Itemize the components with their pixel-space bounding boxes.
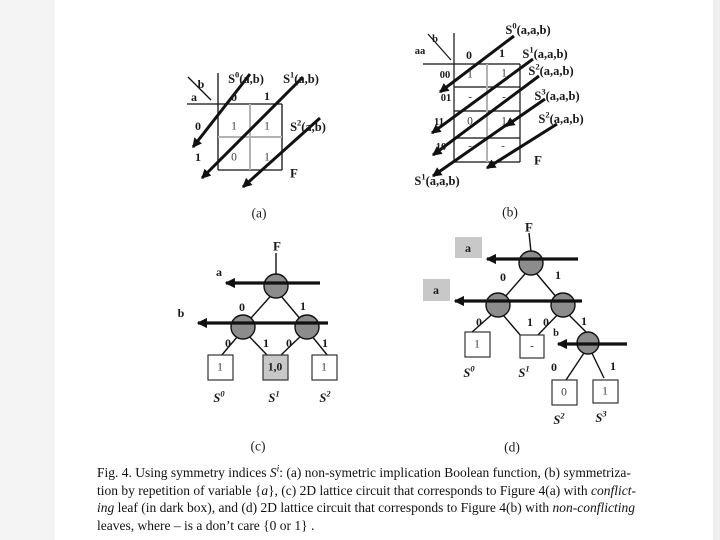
subfigure-caption-a: (a) bbox=[251, 205, 267, 221]
kmap-a-s1-label: $S^1(a,b)$ bbox=[283, 69, 319, 86]
lattice-d-s3-label: $S^3$ bbox=[595, 408, 607, 425]
leaf-value-s0: 1 bbox=[474, 338, 480, 351]
lattice-c-s1-label: $S^1$ bbox=[268, 388, 280, 405]
figure-caption-line-2 bbox=[97, 482, 709, 500]
kmap-b-cell-10-0: - bbox=[468, 140, 472, 153]
caption-emphasis: conflict- bbox=[590, 482, 636, 498]
kmap-a-cell-10: 0 bbox=[231, 151, 237, 164]
caption-superscript-i: i bbox=[276, 464, 280, 475]
lattice-d-s2-label: $S^2$ bbox=[553, 410, 565, 427]
kmap-b-s0-label: $S^0(a,a,b)$ bbox=[505, 20, 551, 37]
lattice-d-edge-label-00: 0 bbox=[476, 315, 482, 329]
caption-emphasis: ing bbox=[97, 500, 115, 515]
leaf-value-s2: 0 bbox=[561, 386, 567, 399]
kmap-b-row-00: 00 bbox=[439, 69, 451, 81]
caption-symbol-s: S bbox=[269, 465, 277, 480]
lattice-c-edge-label-00: 0 bbox=[225, 336, 231, 350]
lattice-d-s1-label: $S^1$ bbox=[518, 363, 530, 380]
kmap-a-col-var: b bbox=[197, 77, 205, 91]
kmap-b-cell-11-1: 1 bbox=[501, 115, 507, 128]
kmap-b-s3-label: $S^3(a,a,b)$ bbox=[534, 86, 580, 103]
lattice-d-edge-label-01: 1 bbox=[527, 315, 533, 329]
lattice-d-edge-label-10: 0 bbox=[543, 315, 549, 329]
subfigure-caption-b: (b) bbox=[502, 204, 518, 220]
kmap-a-row-1: 1 bbox=[195, 150, 201, 164]
lattice-c-var-a: a bbox=[216, 265, 222, 279]
lattice-d-var-a2: a bbox=[433, 283, 439, 297]
kmap-b-row-11: 11 bbox=[434, 116, 444, 128]
leaf-value-s0: 1 bbox=[217, 361, 223, 374]
figure-caption-line-1 bbox=[97, 464, 709, 482]
caption-text: tion by repetition of variable { bbox=[97, 482, 262, 498]
lattice-c-edge-label-1: 1 bbox=[300, 299, 306, 313]
kmap-a-col-1: 1 bbox=[264, 89, 270, 103]
kmap-b-s1-wrap-label: $S^1(a,a,b)$ bbox=[414, 171, 460, 188]
lattice-d-function-label: F bbox=[525, 219, 533, 235]
caption-text: : (a) non-symetric implication Boolean function, (b) symmetriza- bbox=[279, 465, 631, 480]
lattice-d-var-b: b bbox=[553, 327, 559, 339]
kmap-b-s1-label: $S^1(a,a,b)$ bbox=[522, 44, 568, 61]
kmap-b-cell-00-1: 1 bbox=[501, 67, 507, 80]
kmap-a-cell-00: 1 bbox=[231, 120, 237, 133]
kmap-b-cell-00-0: 1 bbox=[467, 68, 473, 81]
kmap-b-cell-10-1: - bbox=[501, 140, 505, 153]
kmap-a-col-0: 0 bbox=[231, 90, 237, 104]
lattice-d-var-a1: a bbox=[465, 241, 471, 255]
lattice-d-edge-label-11: 1 bbox=[581, 314, 587, 328]
kmap-a-cell-11: 1 bbox=[264, 151, 270, 164]
caption-text: leaves, where – is a don’t care {0 or 1} . bbox=[97, 517, 315, 533]
lattice-c-edge-label-11: 1 bbox=[322, 336, 328, 350]
caption-text: leaf (in dark box), and (d) 2D lattice circuit that corresponds to Figure 4(b) with bbox=[114, 500, 553, 515]
kmap-a-s0-label: $S^0(a,b)$ bbox=[228, 69, 264, 86]
lattice-c-s2-label: $S^2$ bbox=[319, 388, 331, 405]
kmap-b-cell-01-1: - bbox=[502, 91, 506, 104]
lattice-c-function-label: F bbox=[273, 238, 281, 254]
caption-text: Fig. 4. Using symmetry indices bbox=[97, 465, 270, 480]
kmap-a-function-label: F bbox=[290, 165, 298, 181]
kmap-a-row-0: 0 bbox=[195, 119, 201, 133]
kmap-b-s2-wrap-label: $S^2(a,a,b)$ bbox=[538, 109, 584, 126]
lattice-c-edge-label-0: 0 bbox=[239, 300, 245, 314]
kmap-a-cell-01: 1 bbox=[264, 120, 270, 133]
lattice-d-edge-label-111: 1 bbox=[610, 359, 616, 373]
figure-caption-line-3 bbox=[97, 499, 709, 517]
leaf-value-s3: 1 bbox=[602, 385, 608, 398]
lattice-d-edge-label-110: 0 bbox=[551, 360, 557, 374]
figure-caption-line-4 bbox=[97, 517, 709, 535]
caption-emphasis: non-conflicting bbox=[552, 500, 635, 515]
lattice-d-edge-label-1: 1 bbox=[555, 268, 561, 282]
lattice-d-s0-label: $S^0$ bbox=[463, 363, 475, 380]
leaf-value-s1-conflict: 1,0 bbox=[267, 361, 283, 374]
kmap-b-row-01: 01 bbox=[440, 92, 452, 104]
caption-text: }, (c) 2D lattice circuit that corresponds to Figure 4(a) with bbox=[268, 482, 591, 498]
kmap-a-row-var: a bbox=[191, 90, 197, 104]
kmap-a-s2-label: $S^2(a,b)$ bbox=[290, 117, 326, 134]
kmap-b-row-var: aa bbox=[414, 45, 426, 57]
figure-caption bbox=[97, 464, 709, 534]
lattice-c-var-b: b bbox=[177, 306, 185, 320]
kmap-b-col-var: b bbox=[432, 33, 438, 45]
lattice-d-edge-label-0: 0 bbox=[500, 270, 506, 284]
caption-var-a: a bbox=[261, 482, 269, 498]
lattice-c-s0-label: $S^0$ bbox=[213, 388, 225, 405]
kmap-b-col-1: 1 bbox=[499, 46, 505, 60]
kmap-b-col-0: 0 bbox=[466, 48, 472, 62]
subfigure-caption-c: (c) bbox=[250, 438, 266, 454]
kmap-b-s2-label: $S^2(a,a,b)$ bbox=[528, 61, 574, 78]
subfigure-caption-d: (d) bbox=[504, 439, 520, 455]
kmap-b-cell-11-0: 0 bbox=[467, 115, 473, 128]
lattice-c-edge-label-10: 0 bbox=[286, 336, 292, 350]
kmap-b-cell-01-0: - bbox=[468, 91, 472, 104]
kmap-b-function-label: F bbox=[534, 152, 542, 168]
leaf-value-s1: - bbox=[530, 340, 534, 353]
lattice-c-edge-label-01: 1 bbox=[263, 336, 269, 350]
kmap-b-row-10: 10 bbox=[435, 141, 447, 153]
leaf-value-s2: 1 bbox=[321, 361, 327, 374]
